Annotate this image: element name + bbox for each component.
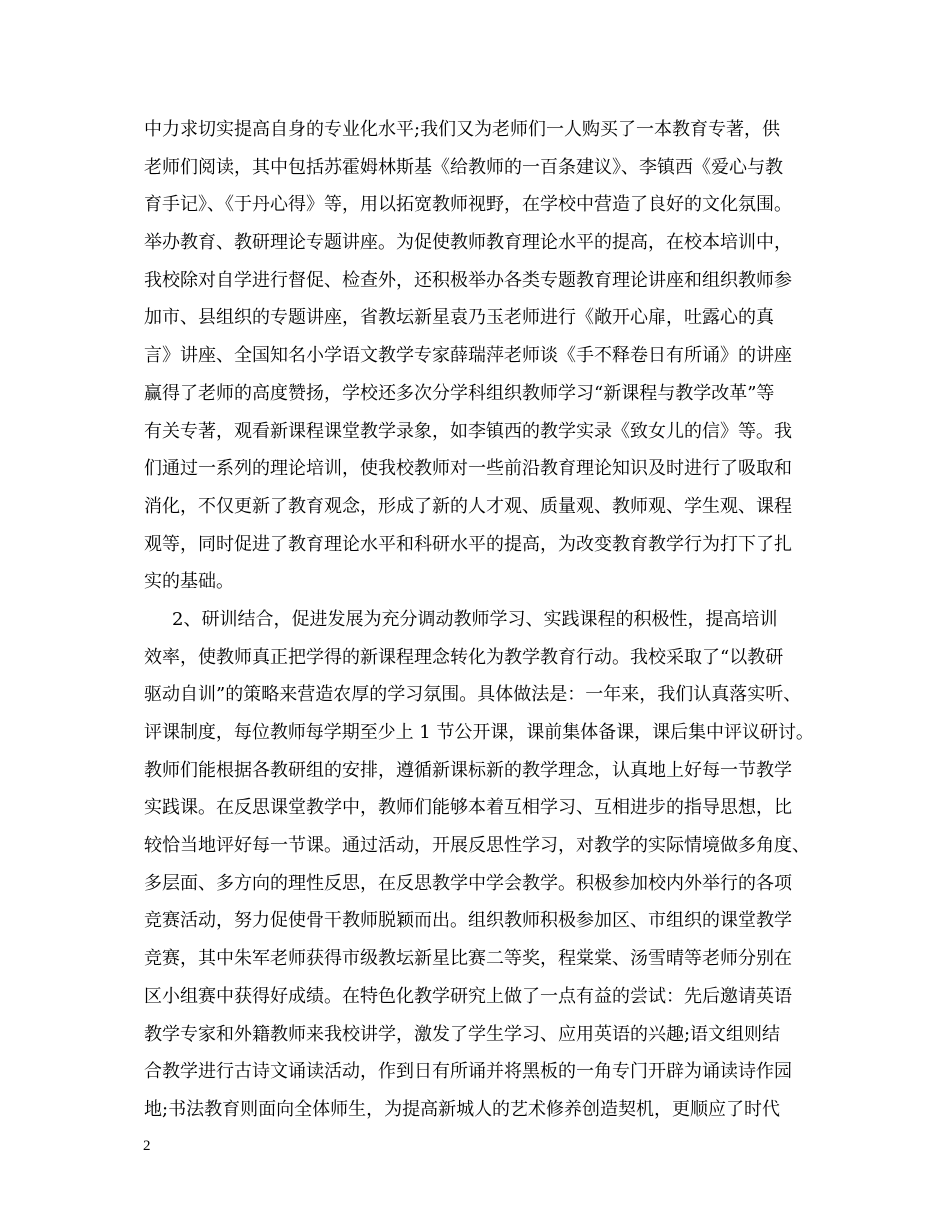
text-line: 言》讲座、全国知名小学语文教学专家薛瑞萍老师谈《手不释卷日有所诵》的讲座 [144, 345, 792, 367]
text-line: 教学专家和外籍教师来我校讲学，激发了学生学习、应用英语的兴趣;语文组则结 [144, 1023, 781, 1045]
text-line: 驱动自训”的策略来营造农厚的学习氛围。具体做法是：一年来，我们认真落实听、 [144, 684, 802, 706]
text-line: 赢得了老师的高度赞扬，学校还多次分学科组织教师学习“新课程与教学改革”等 [144, 382, 775, 404]
text-line: 评课制度，每位教师每学期至少上 1 节公开课，课前集体备课，课后集中评议研讨。 [144, 722, 814, 743]
text-line: 消化，不仅更新了教育观念，形成了新的人才观、质量观、教师观、学生观、课程 [144, 495, 792, 517]
text-line: 合教学进行古诗文诵读活动，作到日有所诵并将黑板的一角专门开辟为诵读诗作园 [144, 1061, 792, 1083]
text-line: 多层面、多方向的理性反思，在反思教学中学会教学。积极参加校内外举行的各项 [144, 872, 792, 894]
text-line: 我校除对自学进行督促、检查外，还积极举办各类专题教育理论讲座和组织教师参 [144, 269, 792, 291]
text-line: 观等，同时促进了教育理论水平和科研水平的提高，为改变教育教学行为打下了扎 [144, 533, 792, 555]
text-line: 实的基础。 [144, 571, 234, 593]
text-line: 老师们阅读，其中包括苏霍姆林斯基《给教师的一百条建议》、李镇西《爱心与教 [144, 156, 783, 178]
text-line: 实践课。在反思课堂教学中，教师们能够本着互相学习、互相进步的指导思想，比 [144, 797, 792, 819]
text-line: 加市、县组织的专题讲座，省教坛新星袁乃玉老师进行《敞开心扉，吐露心的真 [144, 307, 774, 329]
paragraph-start-line: 2、研训结合，促进发展为充分调动教师学习、实践课程的积极性，提高培训 [172, 608, 778, 630]
body-text [144, 111, 814, 1129]
text-line: 地;书法教育则面向全体师生，为提高新城人的艺术修养创造契机，更顺应了时代 [144, 1098, 781, 1120]
text-line: 举办教育、教研理论专题讲座。为促使教师教育理论水平的提高，在校本培训中， [144, 232, 792, 254]
text-line: 育手记》、《于丹心得》等，用以拓宽教师视野，在学校中营造了良好的文化氛围。 [144, 194, 792, 216]
text-line: 教师们能根据各教研组的安排，遵循新课标新的教学理念，认真地上好每一节教学 [144, 759, 792, 781]
page-number: 2 [143, 1138, 151, 1154]
text-line: 区小组赛中获得好成绩。在特色化教学研究上做了一点有益的尝试：先后邀请英语 [144, 985, 792, 1007]
text-line: 较恰当地评好每一节课。通过活动，开展反思性学习，对教学的实际情境做多角度、 [144, 835, 810, 857]
text-line: 竞赛活动，努力促使骨干教师脱颖而出。组织教师积极参加区、市组织的课堂教学 [144, 910, 792, 932]
text-line: 有关专著，观看新课程课堂教学录象，如李镇西的教学实录《致女儿的信》等。我 [144, 420, 792, 442]
text-line: 竞赛，其中朱军老师获得市级教坛新星比赛二等奖，程棠棠、汤雪晴等老师分别在 [144, 948, 792, 970]
text-line: 效率，使教师真正把学得的新课程理念转化为教学教育行动。我校采取了“以教研 [144, 646, 784, 668]
text-line: 中力求切实提高自身的专业化水平;我们又为老师们一人购买了一本教育专著，供 [144, 119, 781, 140]
text-line: 们通过一系列的理论培训，使我校教师对一些前沿教育理论知识及时进行了吸取和 [144, 458, 792, 480]
